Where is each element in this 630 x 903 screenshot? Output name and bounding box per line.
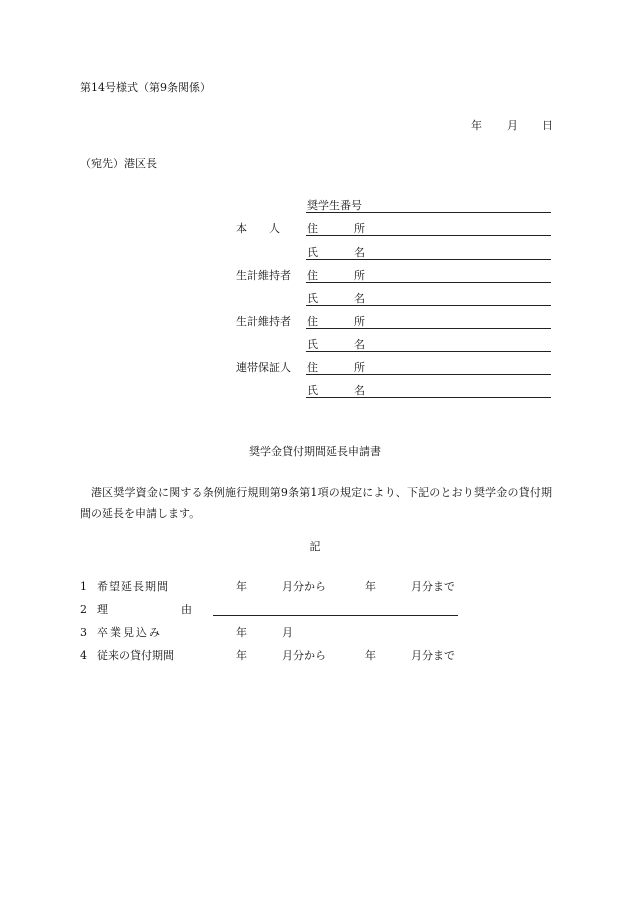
applicant-address-field[interactable] <box>306 235 551 236</box>
item-number: 3 <box>80 626 87 639</box>
item-label-expected-graduation: 卒業見込み <box>97 626 162 639</box>
name-label-a: 氏 <box>307 338 318 351</box>
guardian-2-address-field[interactable] <box>306 328 551 329</box>
guardian-1-name-field[interactable] <box>306 305 551 306</box>
scholarship-number-field[interactable] <box>306 212 551 213</box>
addressee: （宛先）港区長 <box>80 157 157 170</box>
date-month-label: 月 <box>507 119 518 132</box>
party-role-guardian-2: 生計維持者 <box>236 315 291 328</box>
party-role-guardian-1: 生計維持者 <box>236 269 291 282</box>
date-day-label: 日 <box>542 119 553 132</box>
item-number: 2 <box>80 603 87 616</box>
name-label-a: 氏 <box>307 384 318 397</box>
ki-heading: 記 <box>309 540 321 553</box>
item-label-reason-a: 理 <box>97 603 108 616</box>
reason-field[interactable] <box>213 615 458 616</box>
address-label-b: 所 <box>354 315 365 328</box>
item-label-reason-b: 由 <box>181 603 192 616</box>
item-label-extension-period: 希望延長期間 <box>97 580 169 593</box>
month-until-label: 月分まで <box>411 649 455 662</box>
item-number: 4 <box>80 649 87 662</box>
scholarship-number-label: 奨学生番号 <box>307 199 362 212</box>
guarantor-name-field[interactable] <box>306 397 551 398</box>
month-from-label: 月分から <box>282 649 326 662</box>
document-title: 奨学金貸付期間延長申請書 <box>249 445 381 458</box>
month-from-label: 月分から <box>282 580 326 593</box>
address-label-b: 所 <box>354 269 365 282</box>
address-label-a: 住 <box>307 361 318 374</box>
item-label-previous-period: 従来の貸付期間 <box>97 649 174 662</box>
month-label: 月 <box>282 626 293 639</box>
year-label: 年 <box>365 649 376 662</box>
party-role-guarantor: 連帯保証人 <box>236 361 291 374</box>
month-until-label: 月分まで <box>411 580 455 593</box>
name-label-b: 名 <box>354 246 365 259</box>
name-label-b: 名 <box>354 384 365 397</box>
guardian-1-address-field[interactable] <box>306 282 551 283</box>
year-label: 年 <box>365 580 376 593</box>
year-label: 年 <box>236 626 247 639</box>
year-label: 年 <box>236 649 247 662</box>
guardian-2-name-field[interactable] <box>306 351 551 352</box>
form-number: 第14号様式（第9条関係） <box>80 81 211 94</box>
item-number: 1 <box>80 580 87 593</box>
address-label-a: 住 <box>307 222 318 235</box>
applicant-name-field[interactable] <box>306 259 551 260</box>
address-label-a: 住 <box>307 269 318 282</box>
party-role-applicant: 本 人 <box>236 222 280 235</box>
year-label: 年 <box>236 580 247 593</box>
name-label-b: 名 <box>354 338 365 351</box>
name-label-b: 名 <box>354 292 365 305</box>
name-label-a: 氏 <box>307 292 318 305</box>
name-label-a: 氏 <box>307 246 318 259</box>
address-label-b: 所 <box>354 361 365 374</box>
guarantor-address-field[interactable] <box>306 374 551 375</box>
date-year-label: 年 <box>471 119 482 132</box>
address-label-b: 所 <box>354 222 365 235</box>
body-paragraph: 港区奨学資金に関する条例施行規則第9条第1項の規定により、下記のとおり奨学金の貸付期間の延長を申請します。 <box>80 486 552 520</box>
address-label-a: 住 <box>307 315 318 328</box>
